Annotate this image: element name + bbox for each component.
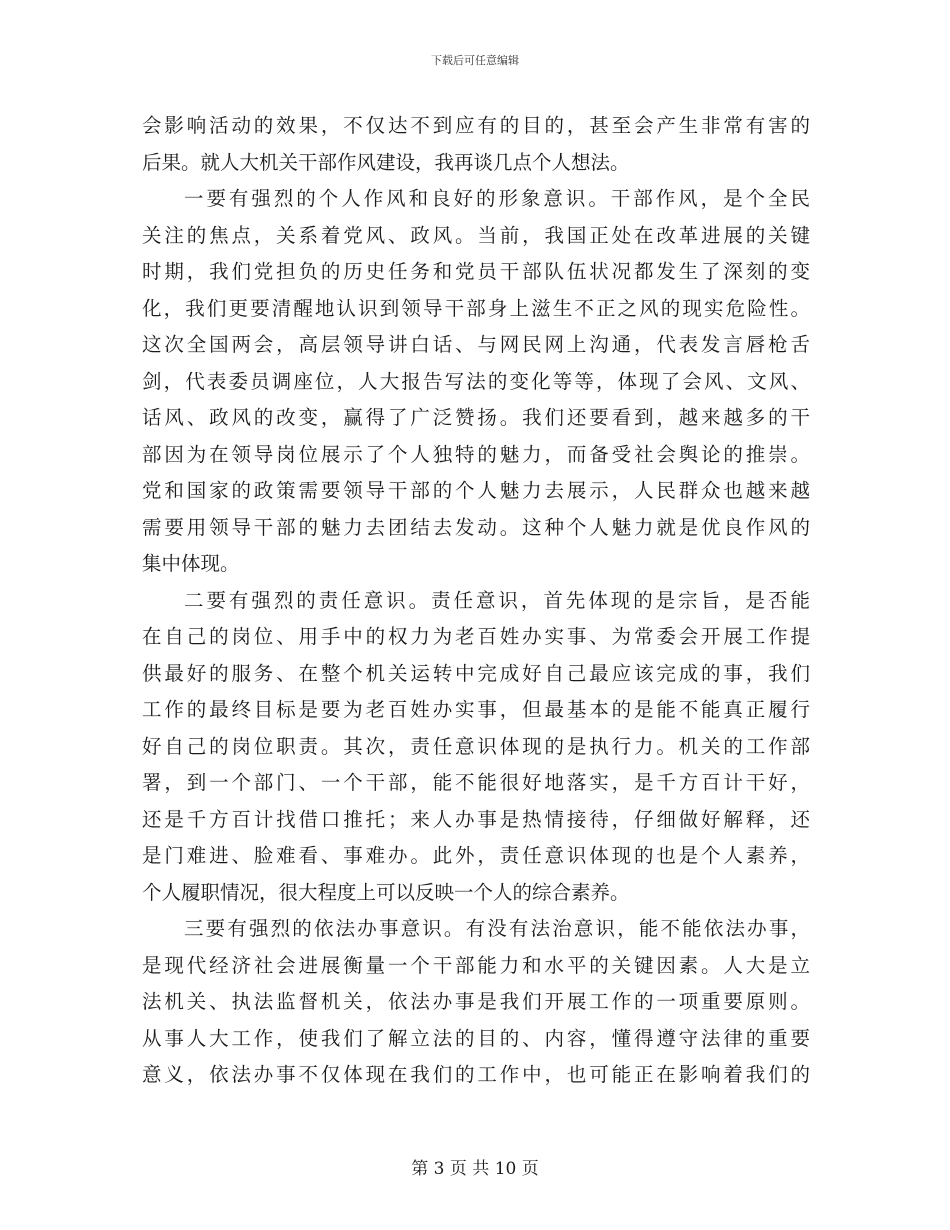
paragraph-first-line: 三要有强烈的依法办事意识。有没有法治意识，能不能依法办事， xyxy=(184,917,810,940)
text-line: 工作的最终目标是要为老百姓办实事，但最基本的是能不能真正履行 xyxy=(142,698,810,721)
text-line: 还是千方百计找借口推托；来人办事是热情接待，仔细做好解释，还 xyxy=(142,807,810,831)
text-line: 时期，我们党担负的历史任务和党员干部队伍状况都发生了深刻的变 xyxy=(142,260,810,283)
document-body xyxy=(142,108,810,1094)
text-line: 剑，代表委员调座位，人大报告写法的变化等等，体现了会风、文风、 xyxy=(142,369,810,393)
text-line: 是现代经济社会进展衡量一个干部能力和水平的关键因素。人大是立 xyxy=(142,953,810,977)
text-line: 需要用领导干部的魅力去团结去发动。这种个人魅力就是优良作风的 xyxy=(142,515,810,539)
text-line: 是门难进、脸难看、事难办。此外，责任意识体现的也是个人素养， xyxy=(142,844,810,867)
text-line: 话风、政风的改变，赢得了广泛赞扬。我们还要看到，越来越多的干 xyxy=(142,406,810,429)
text-line: 好自己的岗位职责。其次，责任意识体现的是执行力。机关的工作部 xyxy=(142,734,810,758)
page-number-footer: 第 3 页 共 10 页 xyxy=(411,1159,539,1179)
text-line: 供最好的服务、在整个机关运转中完成好自己最应该完成的事，我们 xyxy=(142,661,810,685)
text-line: 在自己的岗位、用手中的权力为老百姓办实事、为常委会开展工作提 xyxy=(142,625,810,648)
paragraph-first-line: 二要有强烈的责任意识。责任意识，首先体现的是宗旨，是否能 xyxy=(184,588,810,612)
text-line: 会影响活动的效果，不仅达不到应有的目的，甚至会产生非常有害的 xyxy=(142,114,810,137)
text-line: 法机关、执法监督机关，依法办事是我们开展工作的一项重要原则。 xyxy=(142,990,810,1013)
text-line: 后果。就人大机关干部作风建设，我再谈几点个人想法。 xyxy=(142,150,630,174)
text-line: 部因为在领导岗位展示了个人独特的魅力，而备受社会舆论的推崇。 xyxy=(142,442,810,466)
text-line: 化，我们更要清醒地认识到领导干部身上滋生不正之风的现实危险性。 xyxy=(142,296,810,320)
text-line: 党和国家的政策需要领导干部的个人魅力去展示，人民群众也越来越 xyxy=(142,479,810,502)
text-line: 署，到一个部门、一个干部，能不能很好地落实，是千方百计干好， xyxy=(142,771,810,794)
text-line: 集中体现。 xyxy=(142,552,240,575)
text-line: 意义，依法办事不仅体现在我们的工作中，也可能正在影响着我们的 xyxy=(142,1063,810,1086)
text-line: 关注的焦点，关系着党风、政风。当前，我国正处在改革进展的关键 xyxy=(142,223,810,247)
text-line: 从事人大工作，使我们了解立法的目的、内容，懂得遵守法律的重要 xyxy=(142,1026,810,1050)
text-line: 个人履职情况，很大程度上可以反映一个人的综合素养。 xyxy=(142,880,630,904)
paragraph-first-line: 一要有强烈的个人作风和良好的形象意识。干部作风，是个全民 xyxy=(184,187,810,210)
page-header: 下载后可任意编辑 xyxy=(431,54,519,67)
text-line: 这次全国两会，高层领导讲白话、与网民网上沟通，代表发言唇枪舌 xyxy=(142,333,810,356)
